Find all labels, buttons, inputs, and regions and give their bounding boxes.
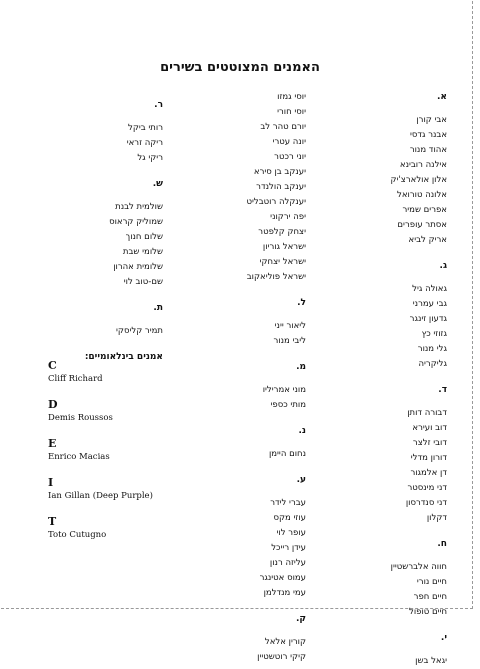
artist-name: דבורה דותן <box>407 408 447 418</box>
artist-name: ישראל פוליאקוב <box>246 272 306 282</box>
artist-name: אבנר גדסי <box>409 130 447 140</box>
section-letter: ל. <box>297 298 306 308</box>
section-letter: י. <box>440 633 447 643</box>
artist-name: מותי כספי <box>270 400 306 410</box>
artist-name: יוני רכטר <box>274 152 306 162</box>
artist-name: חיים חפר <box>413 592 447 602</box>
artist-name: ישראל יצחקי <box>259 257 306 267</box>
section-letter: ש. <box>152 179 163 189</box>
artist-name: דובי זלצר <box>412 438 447 448</box>
foreign-artists-heading: אמנים בינלאומיים: <box>84 352 163 362</box>
artist-name: אלונה טורואל <box>397 190 447 200</box>
artist-name: קיקי רוטשטיין <box>257 652 306 662</box>
artist-name: שלום חנוך <box>125 232 163 242</box>
artist-name: גזוזי כץ <box>421 329 447 339</box>
artist-name: עמי מנדלמן <box>263 588 306 598</box>
section-letter: ד. <box>438 385 447 395</box>
artist-name: גאולה גיל <box>412 284 447 294</box>
artist-name: אריק לביא <box>408 235 447 245</box>
artist-name: נחום היימן <box>268 449 306 459</box>
artist-name: דוב ועירא <box>412 423 447 433</box>
artist-name: גדעון זינגר <box>409 314 447 324</box>
foreign-artist-name: Cliff Richard <box>48 374 103 384</box>
foreign-artist-name: Enrico Macias <box>48 452 110 462</box>
artist-name: דקלון <box>426 513 447 523</box>
section-letter: ג. <box>439 261 447 271</box>
artist-name: עידן רייכל <box>271 543 306 553</box>
artist-name: חווה אלברשטיין <box>390 562 447 572</box>
foreign-section-letter: C <box>48 359 57 372</box>
artist-name: דורון מדלי <box>410 453 447 463</box>
artist-name: חיים נורי <box>416 577 447 587</box>
artist-name: ריקי גל <box>137 153 163 163</box>
foreign-artists-list <box>48 358 268 542</box>
artist-name: חיים טופול <box>409 607 447 617</box>
artist-name: אבי קורן <box>416 115 447 125</box>
foreign-section-letter: D <box>48 398 58 411</box>
section-letter: ע. <box>296 475 306 485</box>
artist-name: אהוד מנור <box>409 145 447 155</box>
artist-name: יורם טהר לב <box>260 122 306 132</box>
artist-name: עופר לוי <box>276 528 306 538</box>
artist-name: דני מינסטר <box>407 483 447 493</box>
artist-name: שולמית לבנת <box>115 202 163 212</box>
foreign-artist-name: Ian Gillan (Deep Purple) <box>48 491 153 501</box>
artist-name: שם-טוב לוי <box>123 277 163 287</box>
foreign-artist-name: Toto Cutugno <box>48 530 107 540</box>
artist-name: אפרים שמיר <box>402 205 447 215</box>
artist-name: אסתר עופרים <box>397 220 447 230</box>
artist-name: מוני אמריליו <box>262 385 306 395</box>
artist-name: רותי ביקל <box>128 123 163 133</box>
artist-name: יונה עטרי <box>272 137 306 147</box>
artist-name: עברי לידר <box>270 498 306 508</box>
section-letter: ק. <box>295 614 306 624</box>
artist-column-left <box>43 98 163 365</box>
artist-name: תמיר קליסקי <box>116 326 163 336</box>
artist-name: יוסי גמזו <box>277 92 306 102</box>
artist-name: גלי מנור <box>417 344 447 354</box>
artist-name: ישראל גוריון <box>262 242 306 252</box>
artist-name: יגאל בשן <box>415 656 447 666</box>
foreign-artist-name: Demis Roussos <box>48 413 113 423</box>
artist-name: אילנה רובינא <box>399 160 447 170</box>
section-letter: ח. <box>437 539 447 549</box>
artist-name: ליבי מנור <box>273 336 306 346</box>
artist-name: עוזי מקס <box>273 513 306 523</box>
artist-name: עמוס אטינגר <box>259 573 306 583</box>
artist-name: עליזה רנון <box>269 558 306 568</box>
artist-name: שלומי שבת <box>122 247 163 257</box>
artist-name: קורין אלאל <box>264 637 306 647</box>
foreign-section-letter: T <box>48 515 57 528</box>
artist-name: יצחק קלפטר <box>258 227 306 237</box>
artist-column-right <box>317 90 447 669</box>
section-letter: א. <box>437 92 447 102</box>
section-letter: מ. <box>296 362 306 372</box>
artist-name: ריקה זראי <box>126 138 163 148</box>
artist-name: דני סנדרסון <box>405 498 447 508</box>
artist-name: שלומית אהרון <box>113 262 163 272</box>
foreign-section-letter: E <box>48 437 57 450</box>
section-letter: נ. <box>298 426 306 436</box>
artist-name: גליקריה <box>418 359 447 369</box>
section-letter: ר. <box>154 100 163 110</box>
artist-name: יענקב בן סירא <box>253 167 306 177</box>
foreign-section-letter: I <box>48 476 54 489</box>
artist-name: יוסי חורי <box>277 107 306 117</box>
artist-name: אלון אולארצ'יק <box>390 175 447 185</box>
artist-name: שמוליק קראוס <box>109 217 163 227</box>
artist-name: יענקלה רוטבליט <box>246 197 306 207</box>
artist-name: דן אלמגור <box>410 468 447 478</box>
artist-name: יענקב הולנדר <box>256 182 306 192</box>
artist-name: ליאור ייני <box>274 321 306 331</box>
section-letter: ת. <box>153 303 163 313</box>
artist-name: גבי עמרני <box>412 299 447 309</box>
artist-name: יפה ירקוני <box>270 212 306 222</box>
page-title: האמנים המצוטטים בשירים <box>160 60 320 75</box>
